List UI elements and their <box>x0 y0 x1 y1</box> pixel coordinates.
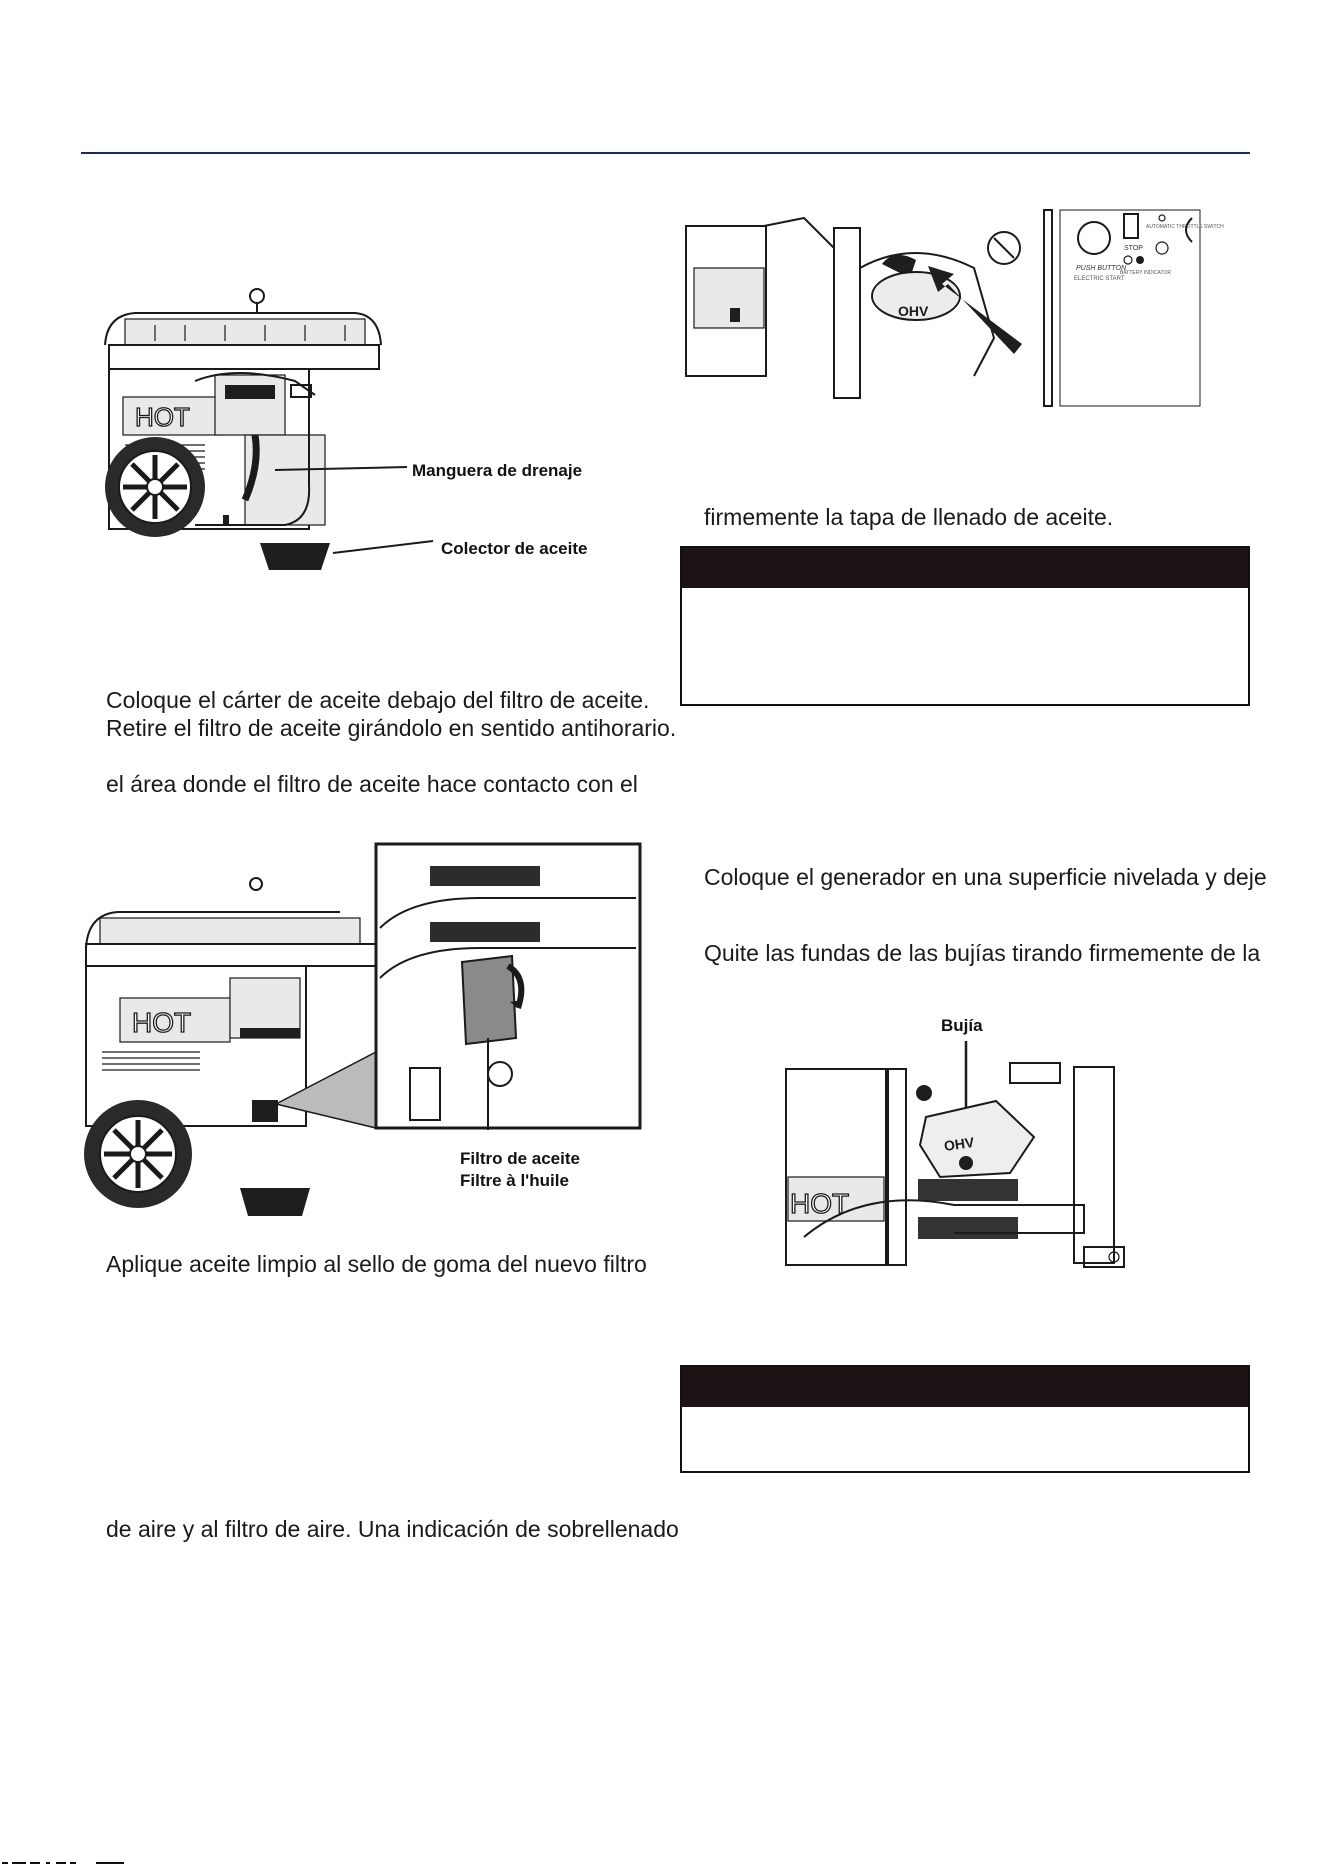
para-apply-oil: Aplique aceite limpio al sello de goma del nuevo filtro <box>106 1251 647 1277</box>
para-remove-filter: Retire el filtro de aceite girándolo en sentido antihorario. <box>106 715 677 741</box>
para-overfill: de aire y al filtro de aire. Una indicación de sobrellenado <box>106 1516 679 1542</box>
fig4-logo: HOT <box>790 1188 850 1219</box>
para-spark-caps: Quite las fundas de las bujías tirando firmemente de la <box>704 940 1261 966</box>
fig3-cap-text: OHV <box>898 303 929 319</box>
label-oil-filter-es: Filtro de aceite <box>460 1149 580 1168</box>
para-place-pan: Coloque el cárter de aceite debajo del filtro de aceite. <box>106 687 650 713</box>
fig3-panel-auto: AUTOMATIC THROTTLE SWITCH <box>1146 224 1224 230</box>
fig3-panel-battery: BATTERY INDICATOR <box>1120 270 1171 276</box>
para-level-generator: Coloque el generador en una superficie nivelada y deje <box>704 864 1267 890</box>
label-spark-plug: Bujía <box>941 1016 983 1035</box>
notice-box-1-header <box>682 548 1248 588</box>
figure-drain-hose <box>95 285 615 575</box>
fig2-logo: HOT <box>132 1007 192 1038</box>
label-oil-filter-fr: Filtre à l'huile <box>460 1171 569 1190</box>
header-rule <box>81 152 1250 154</box>
para-filter-area: el área donde el filtro de aceite hace contacto con el <box>106 771 638 797</box>
crop-marks <box>0 1860 130 1871</box>
fig1-logo: HOT <box>135 402 190 432</box>
figure-oil-fill-cap <box>684 208 1224 406</box>
notice-box-1 <box>680 546 1250 706</box>
notice-box-2 <box>680 1365 1250 1473</box>
fig4-cap-text: OHV <box>942 1133 976 1155</box>
fig3-panel-push: PUSH BUTTON <box>1076 265 1127 272</box>
fig3-panel-electric: ELECTRIC START <box>1074 276 1125 282</box>
notice-box-2-header <box>682 1367 1248 1407</box>
fig3-panel-stop: STOP <box>1124 245 1143 252</box>
para-fill-cap: firmemente la tapa de llenado de aceite. <box>704 504 1114 530</box>
label-drain-hose: Manguera de drenaje <box>412 461 583 480</box>
figure-spark-plug <box>784 1037 1144 1273</box>
label-oil-pan: Colector de aceite <box>441 539 588 558</box>
